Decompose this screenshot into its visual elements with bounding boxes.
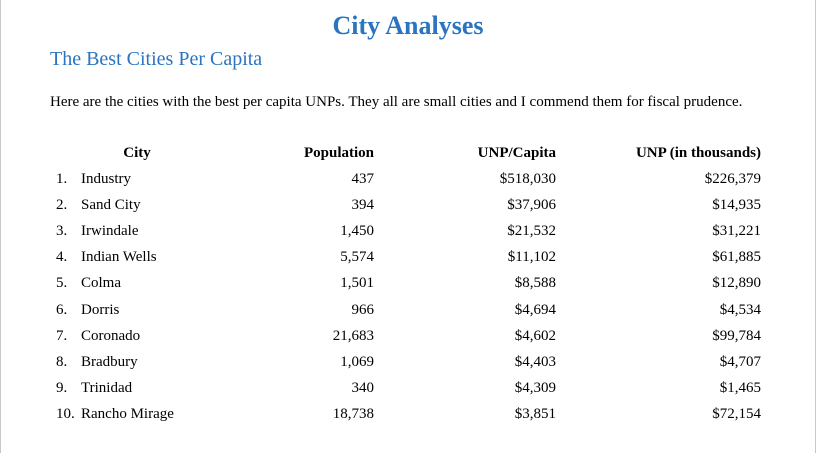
unp-capita-cell: $37,906 xyxy=(507,196,556,213)
unp-thousands-cell: $4,534 xyxy=(719,301,761,318)
city-name: Bradbury xyxy=(81,353,138,370)
population-cell: 5,574 xyxy=(340,249,374,266)
city-name: Industry xyxy=(81,170,131,187)
header-unp-capita: UNP/Capita xyxy=(477,144,556,161)
page-title: City Analyses xyxy=(332,11,484,40)
city-name: Indian Wells xyxy=(81,249,157,266)
rank-label: 7. xyxy=(56,327,68,344)
table-row xyxy=(50,376,764,402)
table-body xyxy=(50,166,764,428)
city-cell xyxy=(50,271,224,297)
population-cell: 18,738 xyxy=(332,406,374,423)
table-row xyxy=(50,166,764,192)
population-cell: 21,683 xyxy=(332,327,374,344)
table-row xyxy=(50,349,764,375)
unp-capita-cell: $21,532 xyxy=(507,222,556,239)
header-city: City xyxy=(123,144,151,161)
city-cell xyxy=(50,349,224,375)
city-cell xyxy=(50,245,224,271)
unp-thousands-cell: $61,885 xyxy=(712,249,761,266)
city-name: Dorris xyxy=(81,301,120,318)
rank-label: 3. xyxy=(56,222,68,239)
table-row xyxy=(50,218,764,244)
population-cell: 1,450 xyxy=(340,222,374,239)
table-row xyxy=(50,297,764,323)
table-row xyxy=(50,323,764,349)
unp-thousands-cell: $14,935 xyxy=(712,196,761,213)
unp-capita-cell: $8,588 xyxy=(514,275,556,292)
population-cell: 966 xyxy=(351,301,374,318)
section-subtitle: The Best Cities Per Capita xyxy=(50,48,263,70)
city-cell xyxy=(50,297,224,323)
rank-label: 8. xyxy=(56,353,68,370)
rank-label: 9. xyxy=(56,380,68,397)
unp-thousands-cell: $12,890 xyxy=(712,275,761,292)
unp-thousands-cell: $72,154 xyxy=(712,406,761,423)
unp-capita-cell: $4,309 xyxy=(514,380,556,397)
rank-label: 6. xyxy=(56,301,68,318)
unp-capita-cell: $3,851 xyxy=(514,406,556,423)
city-name: Irwindale xyxy=(81,222,139,239)
rank-label: 5. xyxy=(56,275,68,292)
city-name: Coronado xyxy=(81,327,141,344)
city-cell xyxy=(50,218,224,244)
table-header-row xyxy=(50,140,764,166)
unp-thousands-cell: $4,707 xyxy=(719,353,761,370)
cities-table xyxy=(50,140,764,428)
unp-thousands-cell: $226,379 xyxy=(704,170,761,187)
rank-label: 4. xyxy=(56,249,68,266)
unp-capita-cell: $4,602 xyxy=(514,327,556,344)
city-cell xyxy=(50,323,224,349)
population-cell: 437 xyxy=(351,170,374,187)
unp-capita-cell: $4,694 xyxy=(514,301,556,318)
unp-thousands-cell: $99,784 xyxy=(712,327,761,344)
table-row xyxy=(50,245,764,271)
population-cell: 1,501 xyxy=(340,275,374,292)
city-cell xyxy=(50,192,224,218)
population-cell: 394 xyxy=(351,196,374,213)
city-cell xyxy=(50,166,224,192)
table-row xyxy=(50,271,764,297)
city-name: Sand City xyxy=(81,196,141,213)
city-name: Rancho Mirage xyxy=(81,406,174,423)
unp-thousands-cell: $31,221 xyxy=(712,222,761,239)
city-name: Trinidad xyxy=(81,380,133,397)
city-name: Colma xyxy=(81,275,121,292)
population-cell: 1,069 xyxy=(340,353,374,370)
rank-label: 1. xyxy=(56,170,68,187)
header-unp-thousands: UNP (in thousands) xyxy=(635,144,761,161)
rank-label: 2. xyxy=(56,196,68,213)
unp-capita-cell: $518,030 xyxy=(499,170,556,187)
rank-label: 10. xyxy=(56,406,75,423)
unp-capita-cell: $4,403 xyxy=(514,353,556,370)
table-row xyxy=(50,192,764,218)
unp-capita-cell: $11,102 xyxy=(507,249,556,266)
population-cell: 340 xyxy=(351,380,374,397)
intro-paragraph: Here are the cities with the best per capita UNPs. They all are small cities and I commend them for fiscal prudence. xyxy=(50,94,743,110)
header-population: Population xyxy=(303,144,374,161)
table-row xyxy=(50,402,764,428)
unp-thousands-cell: $1,465 xyxy=(719,380,761,397)
city-cell xyxy=(50,376,224,402)
city-cell xyxy=(50,402,224,428)
